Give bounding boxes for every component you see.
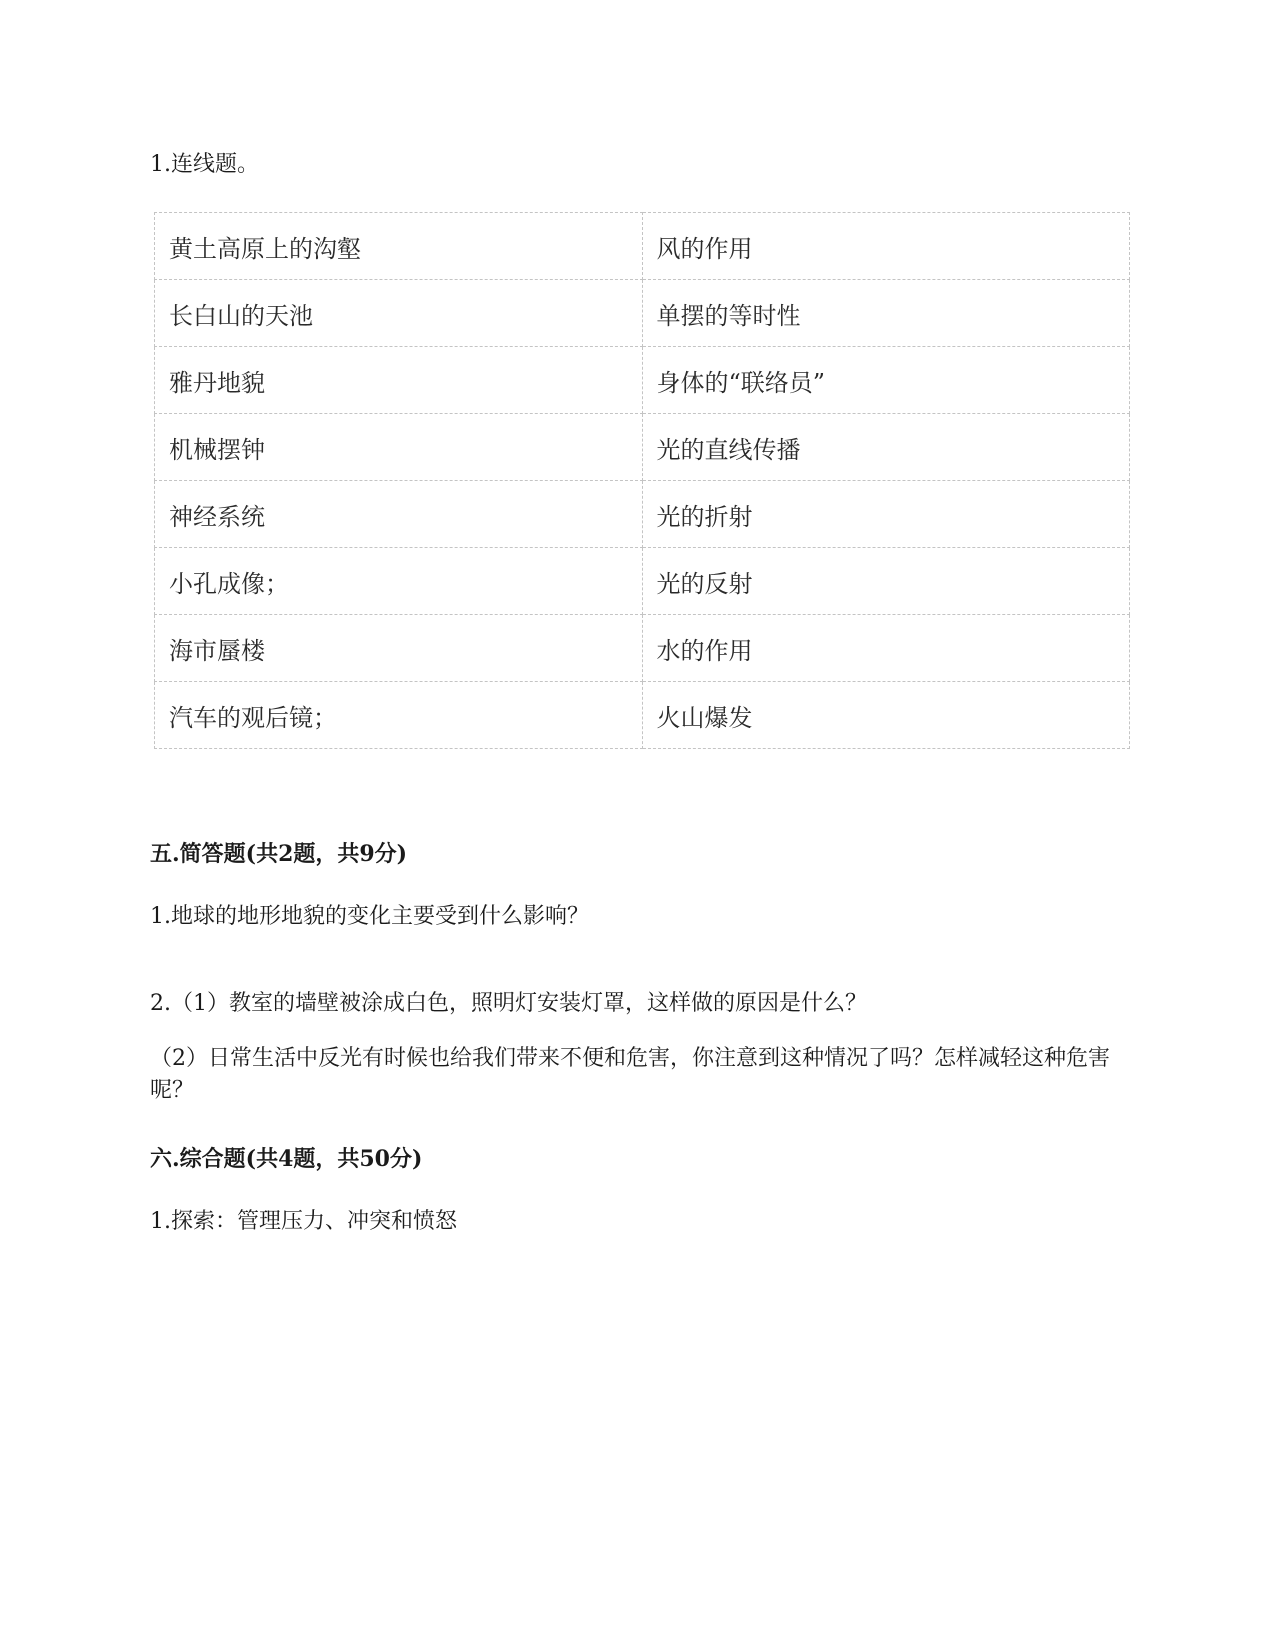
table-cell-right: 光的折射 [642, 481, 1130, 548]
table-row [155, 548, 1130, 615]
table-row [155, 414, 1130, 481]
table-cell-left: 长白山的天池 [155, 280, 643, 347]
table-cell-right: 光的反射 [642, 548, 1130, 615]
matching-table [154, 212, 1130, 749]
table-row [155, 347, 1130, 414]
short-answer-question-2-part-1: 2.（1）教室的墙壁被涂成白色，照明灯安装灯罩，这样做的原因是什么？ [150, 991, 867, 1016]
section-heading-comprehensive: 六.综合题(共4题，共50分) [150, 1146, 423, 1172]
table-row [155, 615, 1130, 682]
short-answer-question-2-part-2: （2）日常生活中反光有时候也给我们带来不便和危害，你注意到这种情况了吗？怎样减轻这种危害呢？ [150, 1046, 1111, 1103]
table-cell-right: 单摆的等时性 [642, 280, 1130, 347]
comprehensive-question-1: 1.探索：管理压力、冲突和愤怒 [150, 1209, 457, 1234]
short-answer-question-1: 1.地球的地形地貌的变化主要受到什么影响？ [150, 904, 589, 929]
table-cell-right: 风的作用 [642, 213, 1130, 280]
table-row [155, 481, 1130, 548]
table-cell-left: 海市蜃楼 [155, 615, 643, 682]
table-cell-right: 水的作用 [642, 615, 1130, 682]
table-cell-left: 黄土高原上的沟壑 [155, 213, 643, 280]
table-row [155, 213, 1130, 280]
table-cell-right: 身体的“联络员” [642, 347, 1130, 414]
table-cell-left: 神经系统 [155, 481, 643, 548]
table-row [155, 682, 1130, 749]
table-cell-left: 汽车的观后镜； [155, 682, 643, 749]
table-cell-left: 雅丹地貌 [155, 347, 643, 414]
table-cell-right: 火山爆发 [642, 682, 1130, 749]
table-cell-right: 光的直线传播 [642, 414, 1130, 481]
table-cell-left: 机械摆钟 [155, 414, 643, 481]
section-heading-short-answer: 五.简答题(共2题，共9分) [150, 841, 408, 867]
table-row [155, 280, 1130, 347]
table-cell-left: 小孔成像； [155, 548, 643, 615]
matching-question-title: 1.连线题。 [150, 152, 259, 177]
